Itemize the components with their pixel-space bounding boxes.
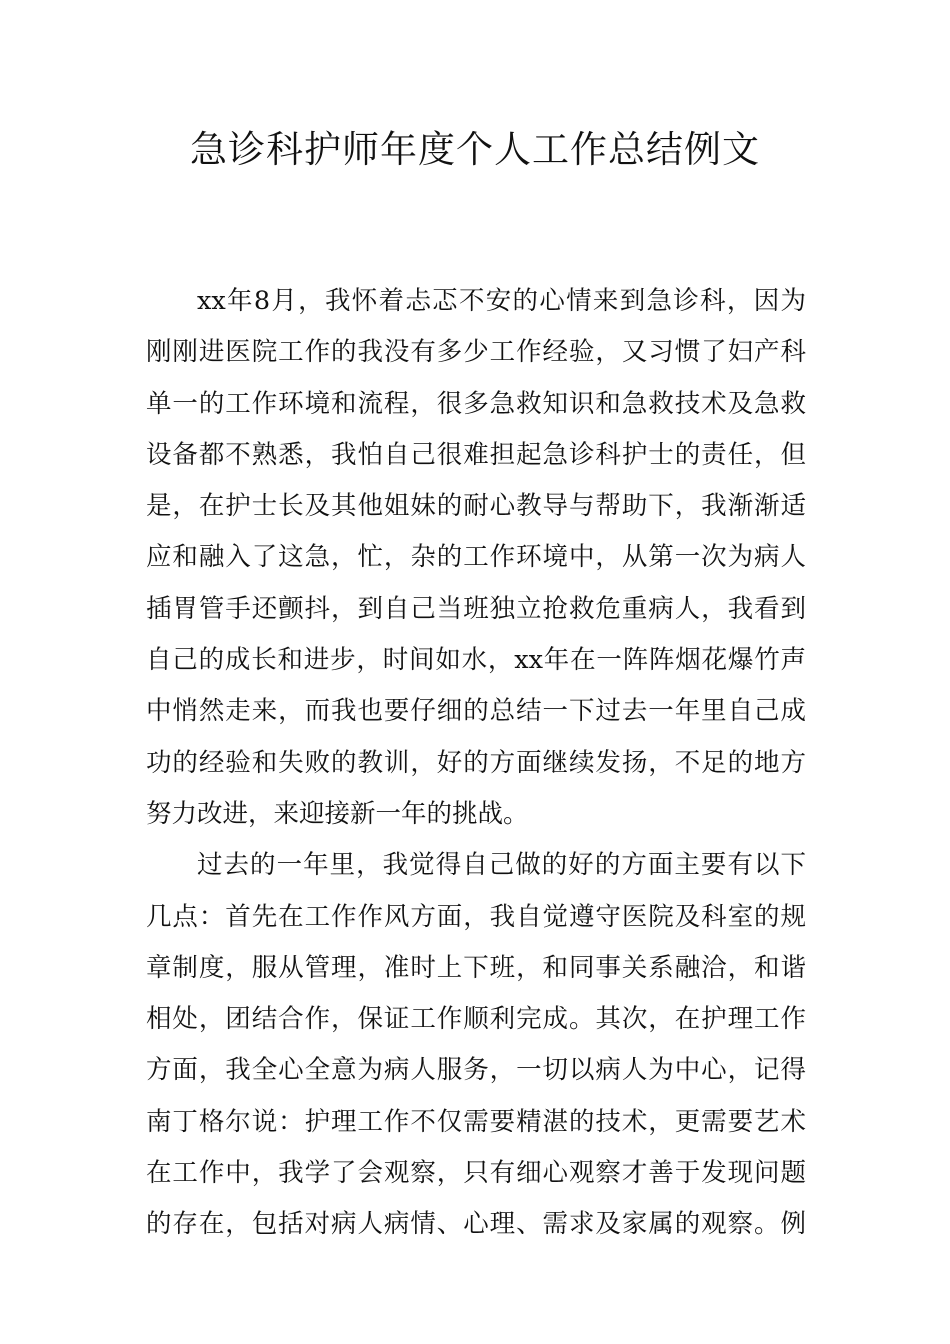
text-line: 的存在，包括对病人病情、心理、需求及家属的观察。例 — [146, 1209, 806, 1240]
document-title: 急诊科护师年度个人工作总结例文 — [190, 128, 760, 171]
text-line: 刚刚进医院工作的我没有多少工作经验，又习惯了妇产科 — [146, 337, 806, 368]
text-line: 努力改进，来迎接新一年的挑战。 — [146, 798, 529, 829]
paragraph-2 — [146, 840, 806, 1250]
text-line: 南丁格尔说：护理工作不仅需要精湛的技术，更需要艺术 — [146, 1106, 806, 1137]
text-line: 几点：首先在工作作风方面，我自觉遵守医院及科室的规 — [146, 901, 806, 932]
text-line: 章制度，服从管理，准时上下班，和同事关系融洽，和谐 — [146, 952, 806, 983]
paragraph-1 — [146, 276, 806, 840]
text-line: 应和融入了这急，忙，杂的工作环境中，从第一次为病人 — [146, 542, 806, 573]
text-line: 是，在护士长及其他姐妹的耐心教导与帮助下，我渐渐适 — [146, 491, 806, 522]
text-line: 自己的成长和进步，时间如水，xx年在一阵阵烟花爆竹声 — [146, 645, 806, 676]
document-body — [146, 276, 806, 1251]
text-line: 过去的一年里，我觉得自己做的好的方面主要有以下 — [197, 850, 806, 881]
text-line: 中悄然走来，而我也要仔细的总结一下过去一年里自己成 — [146, 696, 806, 727]
text-line: 单一的工作环境和流程，很多急救知识和急救技术及急救 — [146, 388, 806, 419]
text-line: 方面，我全心全意为病人服务，一切以病人为中心，记得 — [146, 1055, 806, 1086]
text-line: 在工作中，我学了会观察，只有细心观察才善于发现问题 — [146, 1158, 806, 1189]
text-line: xx年8月，我怀着忐忑不安的心情来到急诊科，因为 — [197, 286, 806, 316]
text-line: 相处，团结合作，保证工作顺利完成。其次，在护理工作 — [146, 1004, 806, 1035]
text-line: 插胃管手还颤抖，到自己当班独立抢救危重病人，我看到 — [146, 593, 806, 624]
text-line: 设备都不熟悉，我怕自己很难担起急诊科护士的责任，但 — [146, 439, 806, 470]
text-line: 功的经验和失败的教训，好的方面继续发扬，不足的地方 — [146, 747, 806, 778]
